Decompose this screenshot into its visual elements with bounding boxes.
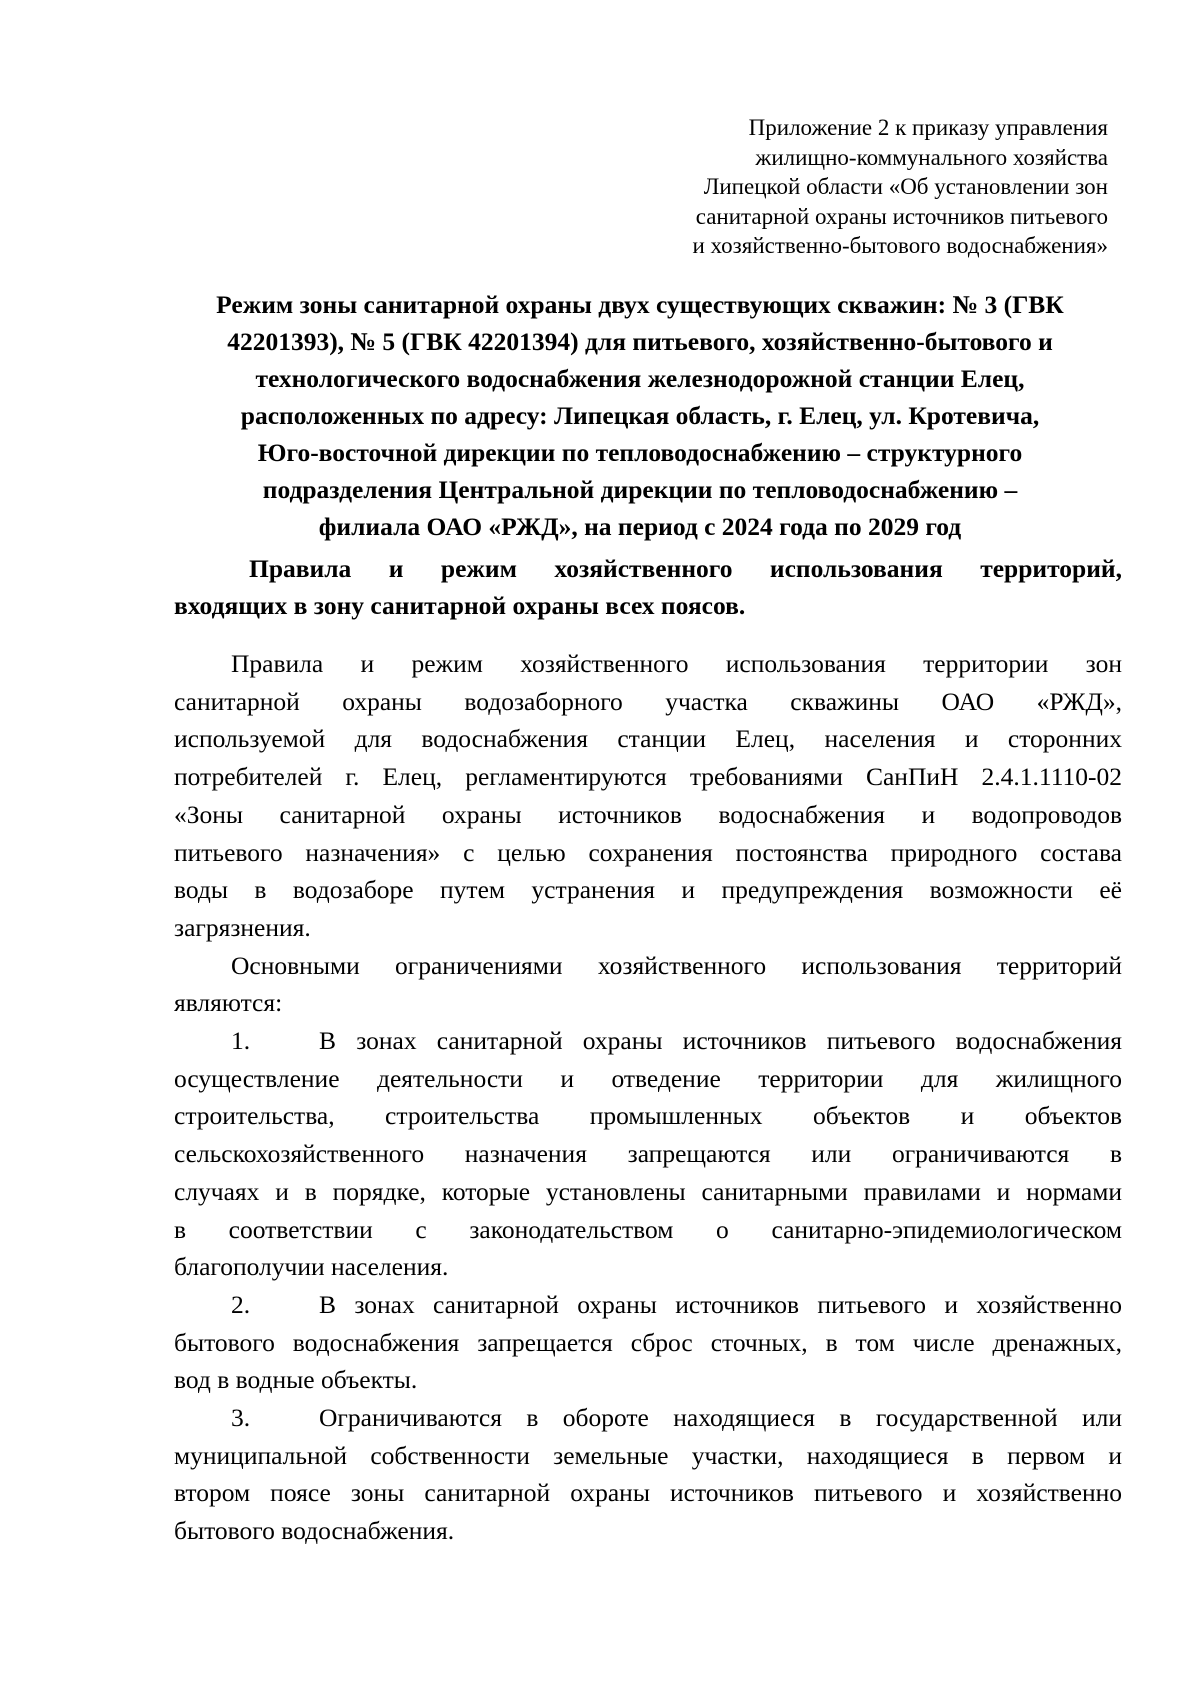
- title-line: Режим зоны санитарной охраны двух существующих скважин: № 3 (ГВК: [216, 290, 1064, 319]
- list-item: [174, 1286, 1122, 1399]
- title-line: расположенных по адресу: Липецкая область, г. Елец, ул. Кротевича,: [240, 401, 1040, 430]
- list-item: [174, 1399, 1122, 1550]
- paragraph-line: санитарной охраны водозаборного участка скважины ОАО «РЖД»,: [174, 686, 1122, 716]
- paragraph-line: являются:: [174, 988, 283, 1018]
- list-item-line: в соответствии с законодательством о санитарно-эпидемиологическом: [174, 1214, 1122, 1244]
- paragraph-line: Основными ограничениями хозяйственного использования территорий: [231, 950, 1122, 980]
- list-item-line: бытового водоснабжения.: [174, 1516, 455, 1546]
- body-text: [174, 645, 1122, 1550]
- section-heading: [174, 550, 1122, 624]
- paragraph-line: питьевого назначения» с целью сохранения постоянства природного состава: [174, 837, 1122, 867]
- paragraph-restrictions: [174, 947, 1122, 1022]
- section-heading-line: Правила и режим хозяйственного использования территорий,: [249, 554, 1122, 583]
- paragraph-line: воды в водозаборе путем устранения и предупреждения возможности её: [174, 875, 1122, 905]
- list-item-line: втором поясе зоны санитарной охраны источников питьевого и хозяйственно: [174, 1478, 1122, 1508]
- list-item-line: случаях и в порядке, которые установлены санитарными правилами и нормами: [174, 1176, 1122, 1206]
- list-item-line: бытового водоснабжения запрещается сброс сточных, в том числе дренажных,: [174, 1327, 1122, 1357]
- annex-line: санитарной охраны источников питьевого: [695, 203, 1108, 229]
- paragraph-line: используемой для водоснабжения станции Елец, населения и сторонних: [174, 724, 1122, 754]
- list-item-line: благополучии населения.: [174, 1252, 449, 1282]
- annex-line: Липецкой области «Об установлении зон: [703, 174, 1108, 199]
- paragraph-rules: [174, 645, 1122, 947]
- list-item: [174, 1022, 1122, 1286]
- list-item-line: сельскохозяйственного назначения запрещаются или ограничиваются в: [174, 1139, 1122, 1169]
- list-item-first-line: В зонах санитарной охраны источников питьевого и хозяйственно: [319, 1289, 1122, 1319]
- title-line: 42201393), № 5 (ГВК 42201394) для питьевого, хозяйственно-бытового и: [227, 327, 1053, 356]
- paragraph-line: «Зоны санитарной охраны источников водоснабжения и водопроводов: [174, 799, 1122, 829]
- list-item-number: 1.: [231, 1026, 251, 1056]
- list-item-number: 2.: [231, 1289, 251, 1319]
- list-item-line: муниципальной собственности земельные участки, находящиеся в первом и: [174, 1440, 1122, 1470]
- document-title: [160, 286, 1120, 545]
- list-item-number: 3.: [231, 1403, 251, 1433]
- title-line: технологического водоснабжения железнодорожной станции Елец,: [255, 364, 1025, 393]
- paragraph-line: загрязнения.: [174, 912, 311, 942]
- list-item-line: строительства, строительства промышленных объектов и объектов: [174, 1101, 1122, 1131]
- list-item-line: осуществление деятельности и отведение территории для жилищного: [174, 1063, 1122, 1093]
- section-heading-line: входящих в зону санитарной охраны всех поясов.: [174, 591, 746, 620]
- title-line: подразделения Центральной дирекции по тепловодоснабжению –: [262, 475, 1018, 504]
- title-line: филиала ОАО «РЖД», на период с 2024 года по 2029 год: [318, 512, 962, 541]
- annex-line: и хозяйственно-бытового водоснабжения»: [692, 233, 1108, 258]
- list-item-line: вод в водные объекты.: [174, 1365, 418, 1395]
- annex-header: [588, 113, 1108, 261]
- list-item-first-line: В зонах санитарной охраны источников питьевого водоснабжения: [319, 1026, 1122, 1056]
- annex-line: Приложение 2 к приказу управления: [748, 115, 1108, 140]
- annex-line: жилищно-коммунального хозяйства: [755, 144, 1108, 170]
- paragraph-line: Правила и режим хозяйственного использования территории зон: [231, 649, 1122, 678]
- title-line: Юго-восточной дирекции по тепловодоснабжению – структурного: [257, 438, 1023, 467]
- list-item-first-line: Ограничиваются в обороте находящиеся в государственной или: [319, 1403, 1122, 1433]
- paragraph-line: потребителей г. Елец, регламентируются требованиями СанПиН 2.4.1.1110-02: [174, 762, 1122, 792]
